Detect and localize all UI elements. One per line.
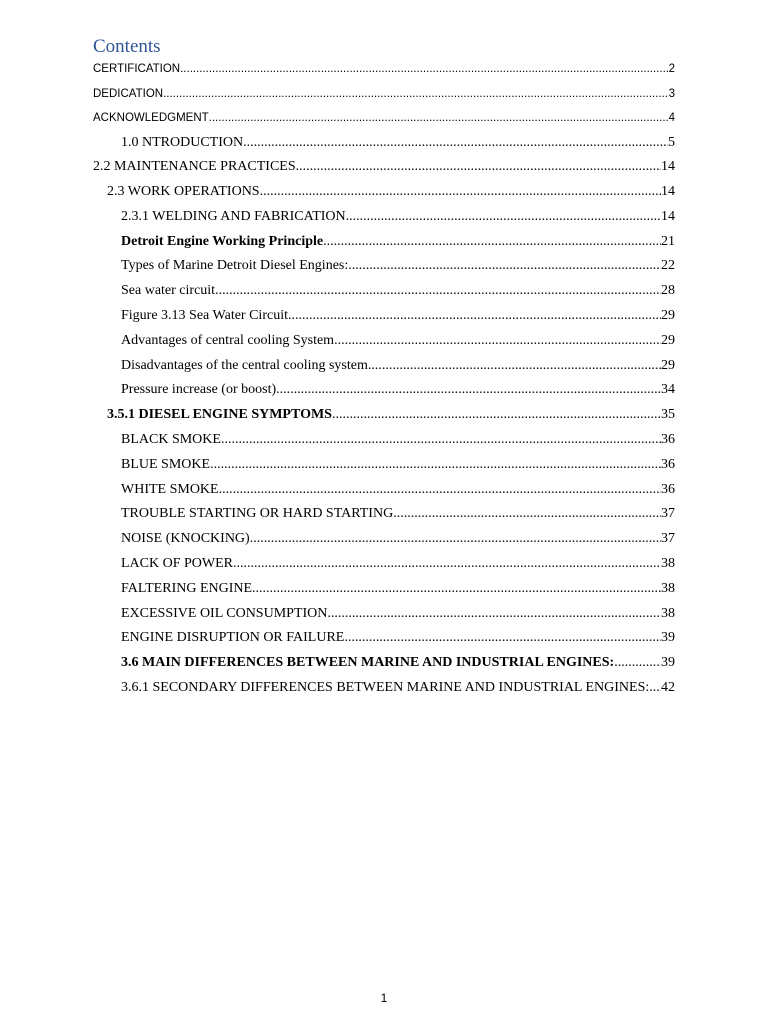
toc-dot-leader [221, 431, 661, 449]
toc-dot-leader [252, 580, 661, 598]
toc-entry-title: DEDICATION [93, 87, 164, 100]
toc-entry-title: BLACK SMOKE [121, 432, 221, 448]
toc-entry-page: 14 [661, 208, 675, 224]
toc-entry-page: 37 [661, 506, 675, 522]
toc-entry[interactable] [93, 654, 675, 679]
toc-entry-title: 3.5.1 DIESEL ENGINE SYMPTOMS [107, 407, 332, 423]
toc-entry[interactable] [93, 555, 675, 580]
toc-entry-title: Figure 3.13 Sea Water Circuit [121, 308, 288, 324]
toc-entry-title: Types of Marine Detroit Diesel Engines: [121, 258, 349, 274]
toc-entry-page: 22 [661, 258, 675, 274]
toc-dot-leader [215, 282, 661, 300]
toc-dot-leader [243, 134, 668, 152]
toc-entry[interactable] [93, 158, 675, 183]
toc-dot-leader [649, 679, 661, 697]
toc-dot-leader [323, 233, 661, 251]
toc-dot-leader [163, 85, 669, 103]
toc-dot-leader [276, 381, 661, 399]
toc-entry-title: NOISE (KNOCKING) [121, 531, 250, 547]
toc-entry-page: 35 [661, 407, 675, 423]
toc-entry-page: 36 [661, 432, 675, 448]
toc-dot-leader [327, 605, 661, 623]
toc-entry[interactable] [93, 332, 675, 357]
toc-entry-page: 4 [668, 112, 675, 124]
toc-entry[interactable] [93, 282, 675, 307]
toc-entry[interactable] [93, 134, 675, 159]
toc-dot-leader [332, 406, 661, 424]
toc-entry[interactable] [93, 431, 675, 456]
toc-entry-page: 38 [661, 580, 675, 596]
toc-entry-title: ENGINE DISRUPTION OR FAILURE [121, 630, 345, 646]
toc-entry[interactable] [93, 629, 675, 654]
toc-entry-page: 5 [668, 134, 675, 150]
toc-dot-leader [209, 109, 669, 127]
toc-entry-title: TROUBLE STARTING OR HARD STARTING [121, 506, 394, 522]
toc-entry[interactable] [93, 406, 675, 431]
toc-entry-page: 34 [661, 382, 675, 398]
toc-entry[interactable] [93, 580, 675, 605]
toc-entry-page: 38 [661, 605, 675, 621]
table-of-contents [93, 60, 675, 704]
toc-dot-leader [260, 183, 661, 201]
toc-entry[interactable] [93, 679, 675, 704]
toc-entry-title: Advantages of central cooling System [121, 332, 335, 348]
toc-entry-title: Detroit Engine Working Principle [121, 233, 324, 249]
toc-entry-page: 3 [668, 87, 675, 100]
toc-dot-leader [296, 158, 661, 176]
toc-dot-leader [250, 530, 661, 548]
toc-dot-leader [348, 257, 661, 275]
toc-entry[interactable] [93, 60, 675, 85]
toc-entry-title: LACK OF POWER [121, 556, 234, 572]
toc-entry-title: 3.6 MAIN DIFFERENCES BETWEEN MARINE AND INDUSTRIAL ENGINES: [121, 655, 615, 671]
toc-dot-leader [180, 60, 668, 78]
toc-dot-leader [393, 505, 661, 523]
toc-dot-leader [346, 208, 661, 226]
toc-entry-page: 28 [661, 283, 675, 299]
toc-entry[interactable] [93, 505, 675, 530]
toc-entry[interactable] [93, 208, 675, 233]
toc-entry-page: 39 [661, 655, 675, 671]
toc-entry-page: 2 [668, 63, 675, 75]
toc-entry-title: ACKNOWLEDGMENT [93, 112, 209, 124]
toc-entry[interactable] [93, 233, 675, 258]
toc-entry-page: 36 [661, 456, 675, 472]
toc-entry[interactable] [93, 183, 675, 208]
toc-entry-page: 42 [661, 680, 675, 696]
toc-dot-leader [219, 481, 661, 499]
toc-entry[interactable] [93, 481, 675, 506]
toc-entry-page: 39 [661, 630, 675, 646]
toc-entry-page: 38 [661, 556, 675, 572]
toc-entry-title: Sea water circuit [121, 283, 216, 299]
toc-entry-page: 29 [661, 308, 675, 324]
toc-entry-title: 2.3 WORK OPERATIONS [107, 184, 260, 200]
toc-dot-leader [614, 654, 661, 672]
toc-entry-page: 29 [661, 332, 675, 348]
toc-entry-page: 36 [661, 481, 675, 497]
toc-entry[interactable] [93, 257, 675, 282]
toc-entry-title: WHITE SMOKE [121, 481, 219, 497]
toc-entry-title: 3.6.1 SECONDARY DIFFERENCES BETWEEN MARINE AND INDUSTRIAL ENGINES: [121, 680, 650, 696]
toc-entry[interactable] [93, 381, 675, 406]
toc-entry-page: 14 [661, 184, 675, 200]
toc-entry[interactable] [93, 307, 675, 332]
toc-entry-page: 37 [661, 531, 675, 547]
toc-entry[interactable] [93, 456, 675, 481]
toc-dot-leader [210, 456, 661, 474]
toc-entry-title: EXCESSIVE OIL CONSUMPTION [121, 605, 328, 621]
toc-dot-leader [233, 555, 661, 573]
toc-entry[interactable] [93, 85, 675, 110]
toc-dot-leader [334, 332, 661, 350]
contents-heading: Contents [93, 36, 161, 57]
toc-entry[interactable] [93, 530, 675, 555]
toc-entry-title: Pressure increase (or boost) [121, 382, 277, 398]
toc-entry[interactable] [93, 109, 675, 134]
toc-entry-title: 1.0 NTRODUCTION [121, 134, 244, 150]
toc-entry[interactable] [93, 357, 675, 382]
toc-entry-title: FALTERING ENGINE [121, 580, 253, 596]
toc-entry-title: 2.2 MAINTENANCE PRACTICES [93, 159, 296, 175]
toc-dot-leader [288, 307, 661, 325]
toc-entry-title: 2.3.1 WELDING AND FABRICATION [121, 208, 346, 224]
toc-dot-leader [368, 357, 661, 375]
page-number: 1 [380, 991, 388, 1005]
toc-dot-leader [344, 629, 661, 647]
toc-entry-title: BLUE SMOKE [121, 456, 211, 472]
toc-entry-title: CERTIFICATION [93, 63, 181, 75]
toc-entry-title: Disadvantages of the central cooling system [121, 357, 368, 373]
toc-entry-page: 29 [661, 357, 675, 373]
toc-entry-page: 14 [661, 159, 675, 175]
toc-entry-page: 21 [661, 233, 675, 249]
toc-entry[interactable] [93, 605, 675, 630]
